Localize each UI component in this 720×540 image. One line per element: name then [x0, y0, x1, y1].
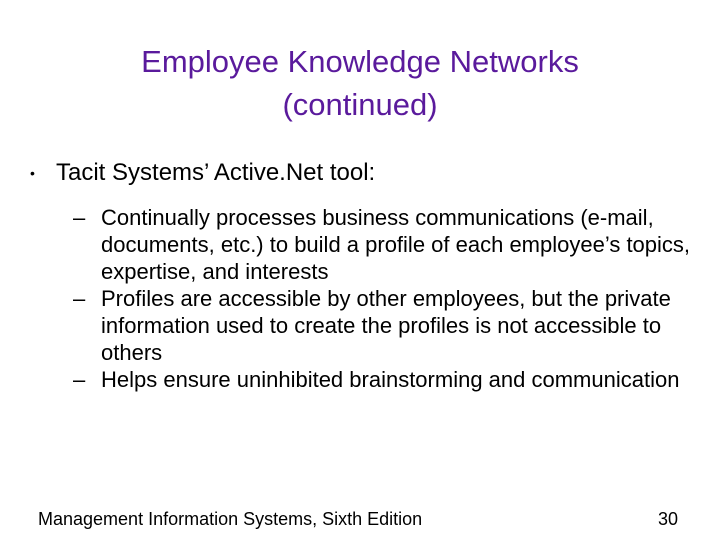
sub-bullet-list	[30, 204, 700, 393]
sub-bullet-marker: –	[73, 367, 86, 392]
sub-bullet-text: Continually processes business communications (e-mail, documents, etc.) to build a profile of each employee’s topics, expertise, and interests	[101, 205, 691, 284]
slide-title-line-1: Employee Knowledge Networks	[141, 44, 579, 79]
sub-bullet-text: Helps ensure uninhibited brainstorming and communication	[101, 367, 680, 392]
page-number: 30	[657, 509, 678, 529]
sub-bullet-marker: –	[73, 205, 86, 230]
sub-bullet-item	[30, 285, 700, 366]
sub-bullet-text: Profiles are accessible by other employees, but the private information used to create the profiles is not accessible to others	[101, 286, 671, 365]
sub-bullet-item	[30, 366, 700, 393]
slide-body	[30, 158, 700, 393]
slide-title	[60, 40, 660, 126]
sub-bullet-item	[30, 204, 700, 285]
bullet-item	[30, 158, 700, 188]
slide-title-line-2: (continued)	[282, 87, 438, 122]
bullet-text: Tacit Systems’ Active.Net tool:	[56, 159, 376, 186]
footer-source: Management Information Systems, Sixth Edition	[38, 509, 423, 529]
bullet-marker: •	[30, 165, 35, 181]
sub-bullet-marker: –	[73, 286, 86, 311]
